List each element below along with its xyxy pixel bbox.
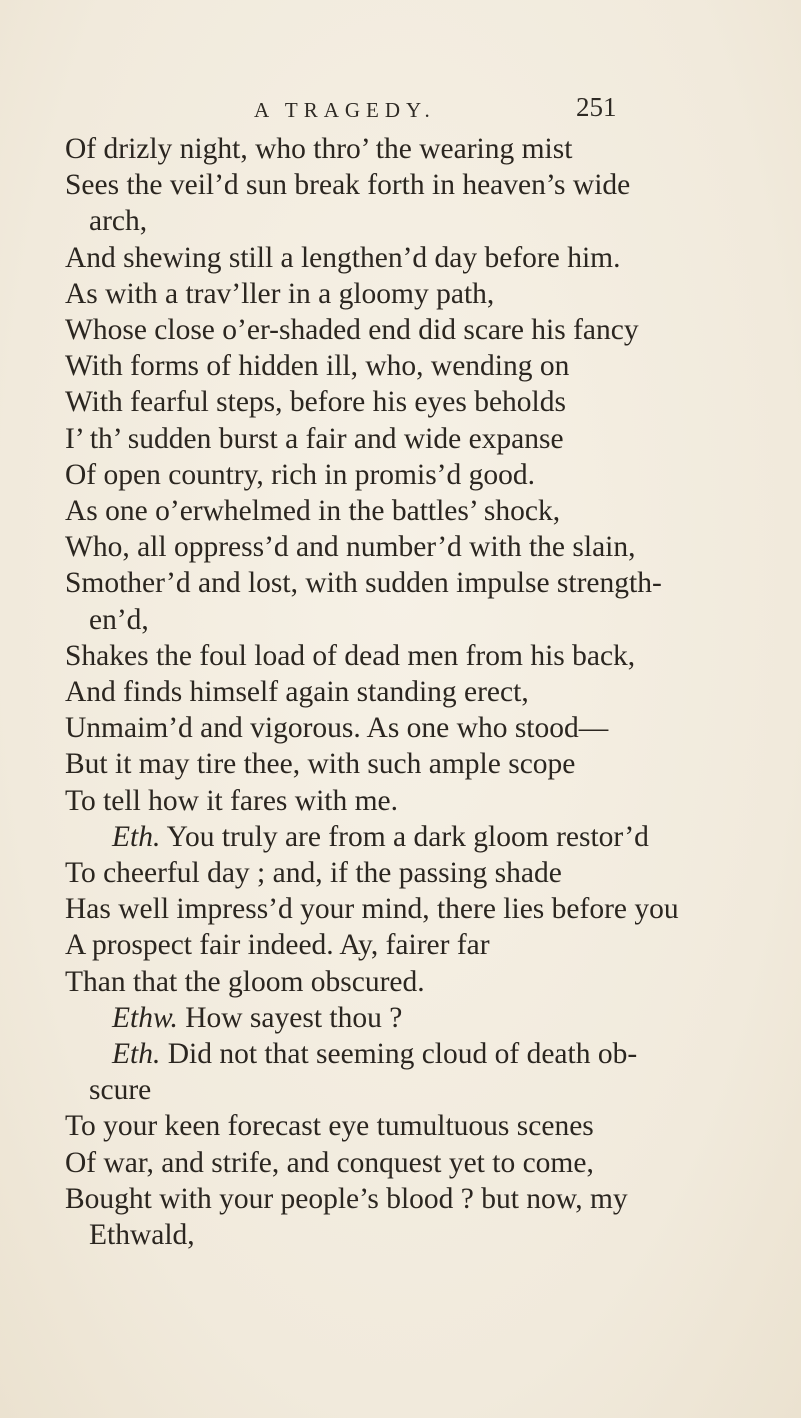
verse-line bbox=[65, 167, 630, 203]
line-text: Whose close o’er-shaded end did scare his fancy bbox=[65, 314, 639, 346]
line-text: To your keen forecast eye tumultuous scenes bbox=[65, 1110, 594, 1143]
line-text: How sayest thou ? bbox=[185, 1001, 403, 1034]
verse-line bbox=[65, 855, 562, 891]
verse-line bbox=[89, 203, 147, 239]
line-text: You truly are from a dark gloom restor’d bbox=[166, 820, 649, 853]
line-text: Smother’d and lost, with sudden impulse strength- bbox=[65, 567, 662, 600]
line-text: Did not that seeming cloud of death ob- bbox=[167, 1038, 638, 1070]
line-text: Unmaim’d and vigorous. As one who stood— bbox=[65, 712, 609, 745]
speaker-name: Eth. bbox=[112, 1038, 161, 1070]
verse-line bbox=[65, 783, 398, 819]
line-text: en’d, bbox=[89, 603, 149, 636]
line-text: Than that the gloom obscured. bbox=[65, 965, 425, 998]
verse-line bbox=[65, 421, 564, 457]
verse-line bbox=[65, 927, 490, 963]
verse-line bbox=[65, 1181, 628, 1217]
line-text: Of drizly night, who thro’ the wearing mist bbox=[65, 133, 573, 165]
verse-line bbox=[65, 1145, 594, 1181]
verse-line bbox=[65, 746, 575, 782]
line-text: As with a trav’ller in a gloomy path, bbox=[65, 277, 495, 310]
line-text: Sees the veil’d sun break forth in heaven’s wide bbox=[65, 169, 631, 202]
line-text: Of open country, rich in promis’d good. bbox=[65, 458, 535, 491]
line-text: To tell how it fares with me. bbox=[65, 784, 399, 817]
running-head bbox=[0, 92, 801, 132]
verse-line bbox=[65, 276, 494, 312]
line-text: I’ th’ sudden burst a fair and wide expanse bbox=[65, 422, 564, 455]
speech-line bbox=[112, 1036, 637, 1072]
verse-line bbox=[65, 638, 635, 674]
verse-line bbox=[65, 710, 608, 746]
verse-line bbox=[65, 964, 425, 1000]
verse-line bbox=[65, 891, 679, 927]
verse-line bbox=[65, 348, 569, 384]
line-text: Ethwald, bbox=[89, 1219, 195, 1251]
verse-line bbox=[65, 312, 639, 348]
verse-line bbox=[65, 131, 572, 167]
line-text: And finds himself again standing erect, bbox=[65, 676, 529, 708]
line-text: To cheerful day ; and, if the passing shade bbox=[65, 857, 562, 889]
line-text: With fearful steps, before his eyes beholds bbox=[65, 386, 566, 419]
verse-line bbox=[65, 529, 635, 565]
line-text: scure bbox=[89, 1074, 152, 1107]
line-text: But it may tire thee, with such ample scope bbox=[65, 748, 576, 781]
speaker-name: Ethw. bbox=[112, 1001, 178, 1034]
line-text: arch, bbox=[89, 205, 148, 238]
speech-line bbox=[112, 1000, 402, 1036]
line-text: A prospect fair indeed. Ay, fairer far bbox=[65, 929, 490, 962]
page-number: 251 bbox=[576, 92, 617, 122]
verse-line bbox=[65, 493, 560, 529]
verse-line bbox=[65, 240, 620, 276]
line-text: Has well impress’d your mind, there lies before you bbox=[65, 893, 679, 926]
verse-line bbox=[65, 457, 535, 493]
line-text: Of war, and strife, and conquest yet to come, bbox=[65, 1146, 594, 1179]
line-text: With forms of hidden ill, who, wending on bbox=[65, 350, 570, 383]
verse-line bbox=[65, 384, 566, 420]
verse-line bbox=[89, 1072, 151, 1108]
speaker-name: Eth. bbox=[112, 820, 161, 853]
verse-line bbox=[65, 674, 529, 710]
line-text: Who, all oppress’d and number’d with the slain, bbox=[65, 531, 636, 564]
line-text: Shakes the foul load of dead men from his back, bbox=[65, 639, 636, 672]
line-text: Bought with your people’s blood ? but now, my bbox=[65, 1182, 628, 1215]
line-text: And shewing still a lengthen’d day before him. bbox=[65, 241, 621, 274]
verse-line bbox=[65, 1108, 594, 1144]
verse-line bbox=[89, 602, 149, 638]
speech-line bbox=[112, 819, 649, 855]
line-text: As one o’erwhelmed in the battles’ shock, bbox=[65, 495, 561, 527]
running-head-title: A TRAGEDY. bbox=[254, 98, 436, 122]
verse-line bbox=[89, 1217, 195, 1253]
verse-line bbox=[65, 565, 662, 601]
